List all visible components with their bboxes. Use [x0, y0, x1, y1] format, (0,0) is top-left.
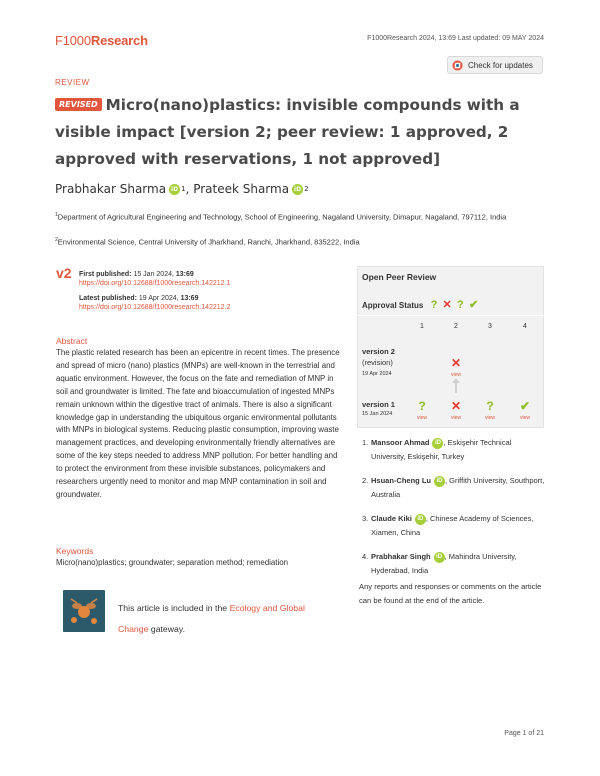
approval-status [362, 298, 478, 311]
list-item [362, 512, 547, 540]
version-label: version 2 [362, 347, 395, 356]
article-title: Micro(nano)plastics: invisible compounds with a visible impact [version 2; peer review: 1 approved, 2 approved with reservations, 1 not approved] [55, 96, 520, 168]
reviewer-name[interactable]: Prabhakar Singh [371, 552, 431, 561]
reviewer-list [362, 436, 547, 588]
gateway-prefix: This article is included in the [118, 603, 228, 613]
orcid-icon[interactable]: iD [171, 185, 179, 193]
header-citation: F1000Research 2024, 13:69 Last updated: 09 MAY 2024 [367, 35, 544, 42]
reviewer-column-2: 2 [454, 323, 458, 330]
status-not-approved-icon: ✕ [442, 299, 452, 311]
review-cell-v1-2[interactable] [446, 397, 466, 422]
check-for-updates-button[interactable] [447, 56, 543, 74]
reports-note: Any reports and responses or comments on the article can be found at the end of the article. [359, 582, 542, 605]
status-approved-icon: ✔ [468, 299, 479, 311]
list-item [362, 436, 547, 464]
version-2-label[interactable] [362, 347, 395, 378]
reviewer-column-4: 4 [523, 323, 527, 330]
author-affiliation-sup: 1 [181, 185, 186, 193]
affiliation-text: Department of Agricultural Engineering and Technology, School of Engineering, Nagaland University, Dimapur, Nagaland, 797112, India [57, 212, 507, 222]
abstract-heading: Abstract [56, 336, 88, 346]
status-reservations-icon: ? [457, 299, 464, 311]
abstract-text: The plastic related research has been an epicentre in recent times. The presence and spread of micro (nano) plastics (MNPs) are well-known in the terrestrial and aquatic environment. However, the focus on the fate and remediation of MNP in soil and groundwater is limited. The fate and bioaccumulation of ingested MNPs remain unknown within the digestive tract of animals. There is also a significant knowledge gap in understanding the ubiquitous organic environmental pollutants with MNPs in biological systems. Reducing plastic consumption, improving waste management practices, and developing environmentally friendly alternatives are some of the key steps needed to address MNP pollution. For better handling and to protect the environment from these invisible substances, policymakers and researchers urgently need to monitor and map MNP contamination in soil and groundwater. [56, 348, 340, 499]
not-approved-icon: ✕ [450, 356, 462, 370]
affiliation-2 [55, 235, 545, 248]
latest-published-label: Latest published: [79, 295, 137, 302]
first-published-date: 15 Jan 2024, [133, 271, 174, 278]
author-affiliation-sup: 2 [304, 185, 309, 193]
crossmark-icon [452, 60, 463, 71]
latest-published-date: 19 Apr 2024, [138, 295, 179, 302]
reviewer-column-1: 1 [420, 323, 424, 330]
first-doi-link[interactable]: https://doi.org/10.12688/f1000research.142212.1 [79, 280, 231, 287]
keywords-heading: Keywords [56, 546, 94, 556]
gateway-link[interactable]: Ecology and Global Change [118, 603, 305, 634]
affiliation-sup: 1 [55, 212, 58, 218]
affiliation-1 [55, 210, 545, 223]
first-published [79, 270, 230, 288]
review-cell-v1-1[interactable] [412, 397, 432, 422]
revised-badge: REVISED [55, 98, 102, 111]
bee-icon [63, 590, 105, 632]
version-label: version 1 [362, 400, 395, 409]
f1000-logo[interactable] [55, 33, 148, 48]
divider [357, 315, 544, 316]
view-link[interactable]: view [519, 415, 530, 421]
reservations-icon: ? [486, 399, 494, 413]
author-name[interactable]: Prabhakar Sharma [55, 182, 167, 196]
affiliation-text: Environmental Science, Central University of Jharkhand, Ranchi, Jharkhand, 835222, India [57, 237, 360, 247]
affiliation-sup: 2 [55, 237, 58, 243]
view-link[interactable]: view [450, 415, 461, 421]
version-tag: v2 [56, 265, 72, 281]
view-link[interactable]: view [484, 415, 495, 421]
reviewer-affiliation: , Eskişehir Technical University, Eskişehir, Turkey [371, 438, 512, 461]
reviewer-name[interactable]: Claude Kiki [371, 514, 412, 523]
view-link[interactable]: view [450, 372, 461, 378]
status-reservations-icon: ? [430, 299, 438, 311]
reviewer-number: 3. [362, 514, 369, 523]
reviewer-affiliation: , Mahindra University, Hyderabad, India [371, 552, 517, 575]
keywords-text: Micro(nano)plastics; groundwater; separation method; remediation [56, 558, 289, 567]
orcid-icon[interactable]: iD [415, 514, 426, 525]
orcid-icon[interactable]: iD [432, 438, 443, 449]
reviewer-affiliation: , Griffith University, Southport, Australia [371, 476, 545, 499]
section-label: REVIEW [55, 78, 90, 87]
reviewer-name[interactable]: Mansoor Ahmad [371, 438, 430, 447]
latest-published-num: 13:69 [180, 295, 199, 302]
orcid-icon[interactable]: iD [294, 185, 302, 193]
reservations-icon: ? [418, 399, 426, 413]
version-1-label[interactable] [362, 400, 395, 418]
article-title-block [55, 92, 545, 173]
check-for-updates-label: Check for updates [468, 60, 533, 70]
version-sub: (revision) [362, 358, 393, 367]
not-approved-icon: ✕ [450, 399, 462, 413]
review-cell-v1-3[interactable] [480, 397, 500, 422]
review-cell-v2-2[interactable] [446, 354, 466, 379]
list-item [362, 474, 547, 502]
view-link[interactable]: view [416, 415, 427, 421]
page-number: Page 1 of 21 [504, 730, 544, 737]
author-list [55, 182, 309, 196]
reviewer-affiliation: , Chinese Academy of Sciences, Xiamen, China [371, 514, 534, 537]
reviewer-number: 2. [362, 476, 369, 485]
orcid-icon[interactable]: iD [434, 552, 445, 563]
version-date: 15 Jan 2024 [362, 411, 393, 417]
reviewer-number: 4. [362, 552, 369, 561]
latest-published [79, 294, 230, 312]
gateway-image[interactable] [63, 590, 105, 632]
connector-arrow-icon [452, 378, 460, 383]
first-published-num: 13:69 [175, 271, 194, 278]
review-cell-v1-4[interactable] [515, 397, 535, 422]
gateway-suffix: gateway. [150, 624, 185, 634]
reviewer-column-3: 3 [488, 323, 492, 330]
orcid-icon[interactable]: iD [434, 476, 445, 487]
approved-icon: ✔ [519, 399, 531, 413]
reviewer-number: 1. [362, 438, 369, 447]
logo-prefix: F1000 [55, 33, 91, 48]
author-name[interactable]: Prateek Sharma [193, 182, 290, 196]
first-published-label: First published: [79, 271, 132, 278]
reviewer-name[interactable]: Hsuan-Cheng Lu [371, 476, 431, 485]
list-item [362, 550, 547, 578]
version-date: 19 Apr 2024 [362, 371, 392, 377]
latest-doi-link[interactable]: https://doi.org/10.12688/f1000research.142212.2 [79, 304, 231, 311]
approval-status-label: Approval Status [362, 301, 424, 310]
gateway-text [118, 598, 328, 640]
logo-suffix: Research [90, 33, 148, 48]
open-peer-review-title: Open Peer Review [362, 272, 437, 282]
author-separator: , [185, 182, 194, 196]
